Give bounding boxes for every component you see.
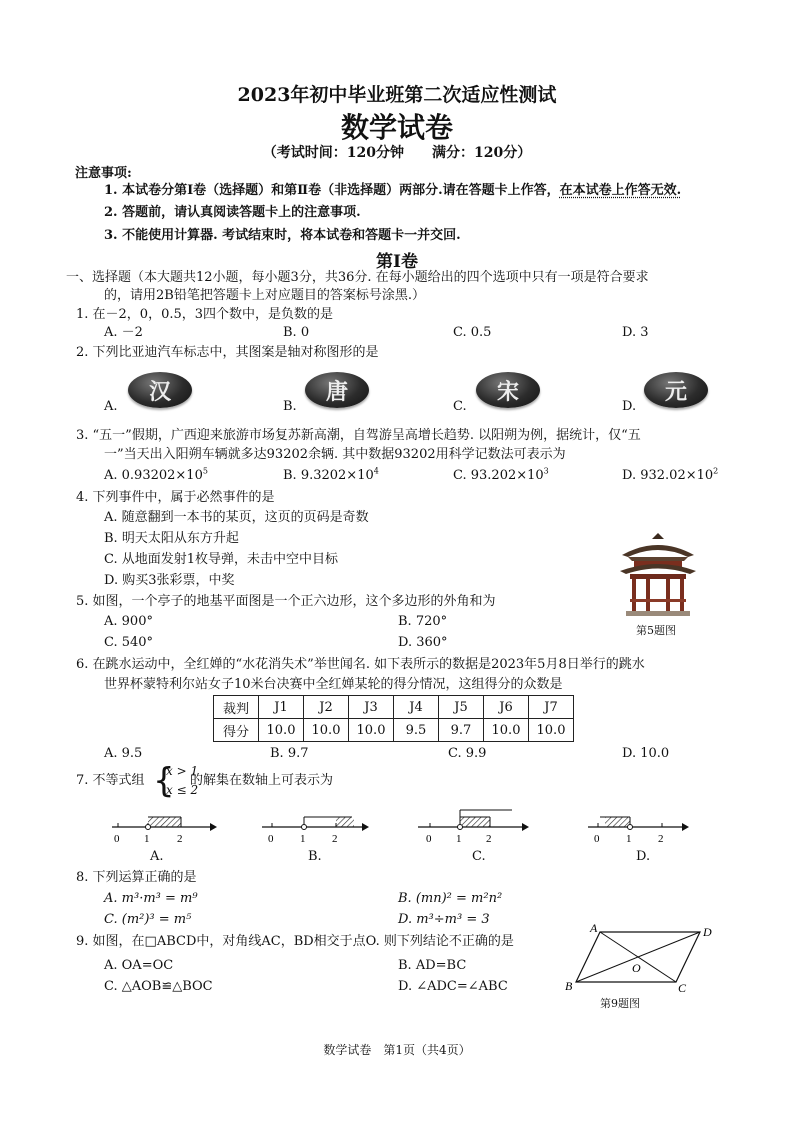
vertex-label-o: O xyxy=(632,961,641,975)
tick-label: 1 xyxy=(144,833,150,845)
q3-option-c-base: C. 93.202×10 xyxy=(453,468,544,483)
table-cell: 10.0 xyxy=(349,719,394,742)
q3-option-c xyxy=(453,467,549,485)
tick-label: 0 xyxy=(426,833,432,845)
q7-ineq-1: x > 1 xyxy=(166,764,199,778)
tick-label: 2 xyxy=(658,833,664,845)
table-cell: 得分 xyxy=(214,719,259,742)
q6-option-a: A. 9.5 xyxy=(104,746,143,761)
q1-option-d: D. 3 xyxy=(622,325,649,340)
q5-option-b: B. 720° xyxy=(398,614,448,629)
q7-option-d: D. xyxy=(636,849,651,864)
q9-option-b: B. AD=BC xyxy=(398,958,467,973)
q1-option-b: B. 0 xyxy=(283,325,310,340)
q3-option-b-exp: 4 xyxy=(373,466,379,476)
q6-score-table xyxy=(213,695,574,742)
q7-stem-suffix: 的解集在数轴上可表示为 xyxy=(190,773,334,788)
table-cell: J6 xyxy=(484,696,529,719)
q8-option-a: A. m³·m³ = m⁹ xyxy=(104,891,198,906)
page-footer: 数学试卷 第1页（共4页） xyxy=(323,1043,471,1057)
q7-number-line-c xyxy=(418,810,529,831)
note-emphasis: 在本试卷上作答无效. xyxy=(559,183,682,198)
table-row xyxy=(214,719,574,742)
q6-option-d: D. 10.0 xyxy=(622,746,670,761)
vertex-label-a: A xyxy=(590,921,598,935)
q3-option-a-exp: 5 xyxy=(202,466,208,476)
table-cell: J1 xyxy=(259,696,304,719)
q9-option-a: A. OA=OC xyxy=(104,958,174,973)
part-title: 第Ⅰ卷 xyxy=(376,252,418,272)
q7-number-line-a xyxy=(112,817,217,831)
q3-option-c-exp: 3 xyxy=(543,466,549,476)
q7-number-line-d xyxy=(588,817,689,831)
table-cell: 10.0 xyxy=(529,719,574,742)
q6-stem-line-1: 6. 在跳水运动中，全红婵的“水花消失术”举世闻名. 如下表所示的数据是2023年5月8日举行的跳水 xyxy=(76,657,645,672)
note-item-1 xyxy=(104,182,681,200)
tick-label: 2 xyxy=(332,833,338,845)
q2-option-c: C. xyxy=(453,399,467,414)
q1-stem: 1. 在－2，0，0.5，3四个数中，是负数的是 xyxy=(76,307,334,322)
q6-option-c: C. 9.9 xyxy=(448,746,487,761)
byd-yuan-emblem: 元 xyxy=(644,372,708,408)
q1-option-a: A. －2 xyxy=(104,325,143,340)
table-cell: 9.7 xyxy=(439,719,484,742)
q5-option-a: A. 900° xyxy=(104,614,153,629)
q7-stem-prefix: 7. 不等式组 xyxy=(76,773,145,788)
table-cell: J2 xyxy=(304,696,349,719)
q2-option-b: B. xyxy=(283,399,297,414)
q6-stem-line-2: 世界杯蒙特利尔站女子10米台决赛中全红婵某轮的得分情况，这组得分的众数是 xyxy=(104,677,563,692)
notes-heading: 注意事项: xyxy=(75,166,132,181)
tick-label: 0 xyxy=(268,833,274,845)
q7-option-b: B. xyxy=(308,849,322,864)
q7-number-lines xyxy=(0,800,794,860)
tick-label: 1 xyxy=(626,833,632,845)
byd-song-emblem: 宋 xyxy=(476,372,540,408)
q9-option-d: D. ∠ADC=∠ABC xyxy=(398,979,508,994)
q3-option-a xyxy=(104,467,208,485)
q7-ineq-2: x ≤ 2 xyxy=(166,783,199,797)
table-cell: 9.5 xyxy=(394,719,439,742)
q3-option-d-exp: 2 xyxy=(713,466,719,476)
vertex-label-c: C xyxy=(678,981,687,994)
q3-option-a-base: A. 0.93202×10 xyxy=(104,468,203,483)
byd-tang-emblem: 唐 xyxy=(305,372,369,408)
exam-title: 2023年初中毕业班第二次适应性测试 xyxy=(237,84,557,106)
q1-option-c: C. 0.5 xyxy=(453,325,492,340)
vertex-label-d: D xyxy=(703,925,712,939)
section-intro-line-2: 的，请用2B铅笔把答题卡上对应题目的答案标号涂黑.） xyxy=(104,288,425,303)
q8-stem: 8. 下列运算正确的是 xyxy=(76,870,197,885)
q9-parallelogram-figure xyxy=(562,920,722,994)
q4-option-c: C. 从地面发射1枚导弹，未击中空中目标 xyxy=(104,552,339,567)
q3-option-b xyxy=(283,467,379,485)
q9-option-c: C. △AOB≌△BOC xyxy=(104,979,213,994)
tick-label: 1 xyxy=(456,833,462,845)
exam-time-info: （考试时间：120分钟 满分：120分） xyxy=(262,145,532,161)
table-cell: J5 xyxy=(439,696,484,719)
q7-brace: { xyxy=(153,761,175,801)
q7-option-a: A. xyxy=(150,849,164,864)
q3-stem-line-2: 一”当天出入阳朔车辆就多达93202余辆. 其中数据93202用科学记数法可表示为 xyxy=(104,447,566,462)
table-header-row xyxy=(214,696,574,719)
q3-option-d xyxy=(622,467,718,485)
q2-stem: 2. 下列比亚迪汽车标志中，其图案是轴对称图形的是 xyxy=(76,345,379,360)
note-item-1-text: 1. 本试卷分第Ⅰ卷（选择题）和第Ⅱ卷（非选择题）两部分.请在答题卡上作答， xyxy=(104,183,560,198)
q3-option-b-base: B. 9.3202×10 xyxy=(283,468,374,483)
note-item-2: 2. 答题前，请认真阅读答题卡上的注意事项. xyxy=(104,205,361,220)
q2-option-d: D. xyxy=(622,399,637,414)
q6-option-b: B. 9.7 xyxy=(270,746,309,761)
tick-label: 1 xyxy=(300,833,306,845)
q4-stem: 4. 下列事件中，属于必然事件的是 xyxy=(76,490,275,505)
q7-number-line-b xyxy=(262,817,369,831)
byd-han-emblem: 汉 xyxy=(128,372,192,408)
q9-stem: 9. 如图，在□ABCD中，对角线AC，BD相交于点O. 则下列结论不正确的是 xyxy=(76,934,514,949)
tick-label: 0 xyxy=(114,833,120,845)
table-cell: 10.0 xyxy=(304,719,349,742)
table-cell: J4 xyxy=(394,696,439,719)
table-cell: J7 xyxy=(529,696,574,719)
tick-label: 2 xyxy=(486,833,492,845)
q5-option-c: C. 540° xyxy=(104,635,154,650)
tick-label: 0 xyxy=(594,833,600,845)
note-item-3: 3. 不能使用计算器. 考试结束时，将本试卷和答题卡一并交回. xyxy=(104,228,461,243)
q9-figure-caption: 第9题图 xyxy=(600,997,640,1010)
pavilion-image xyxy=(612,527,704,619)
table-cell: 10.0 xyxy=(484,719,529,742)
table-cell: 裁判 xyxy=(214,696,259,719)
q3-stem-line-1: 3. “五一”假期，广西迎来旅游市场复苏新高潮，自驾游呈高增长趋势. 以阳朔为例，据统计，仅“五 xyxy=(76,428,641,443)
q8-option-c: C. (m²)³ = m⁵ xyxy=(104,912,192,927)
q5-option-d: D. 360° xyxy=(398,635,448,650)
q5-stem: 5. 如图，一个亭子的地基平面图是一个正六边形，这个多边形的外角和为 xyxy=(76,594,496,609)
section-intro-line-1: 一、选择题（本大题共12小题，每小题3分，共36分. 在每小题给出的四个选项中只有一项是符合要求 xyxy=(66,270,649,285)
vertex-label-b: B xyxy=(565,979,573,993)
exam-subject: 数学试卷 xyxy=(340,111,453,144)
q4-option-d: D. 购买3张彩票，中奖 xyxy=(104,573,235,588)
q5-figure-caption: 第5题图 xyxy=(636,624,676,637)
q3-option-d-base: D. 932.02×10 xyxy=(622,468,714,483)
q4-option-a: A. 随意翻到一本书的某页，这页的页码是奇数 xyxy=(104,510,369,525)
q2-option-a: A. xyxy=(104,399,118,414)
table-cell: 10.0 xyxy=(259,719,304,742)
tick-label: 2 xyxy=(177,833,183,845)
q7-option-c: C. xyxy=(472,849,486,864)
table-cell: J3 xyxy=(349,696,394,719)
q8-option-d: D. m³÷m³ = 3 xyxy=(398,912,490,927)
q8-option-b: B. (mn)² = m²n² xyxy=(398,891,503,906)
q4-option-b: B. 明天太阳从东方升起 xyxy=(104,531,239,546)
